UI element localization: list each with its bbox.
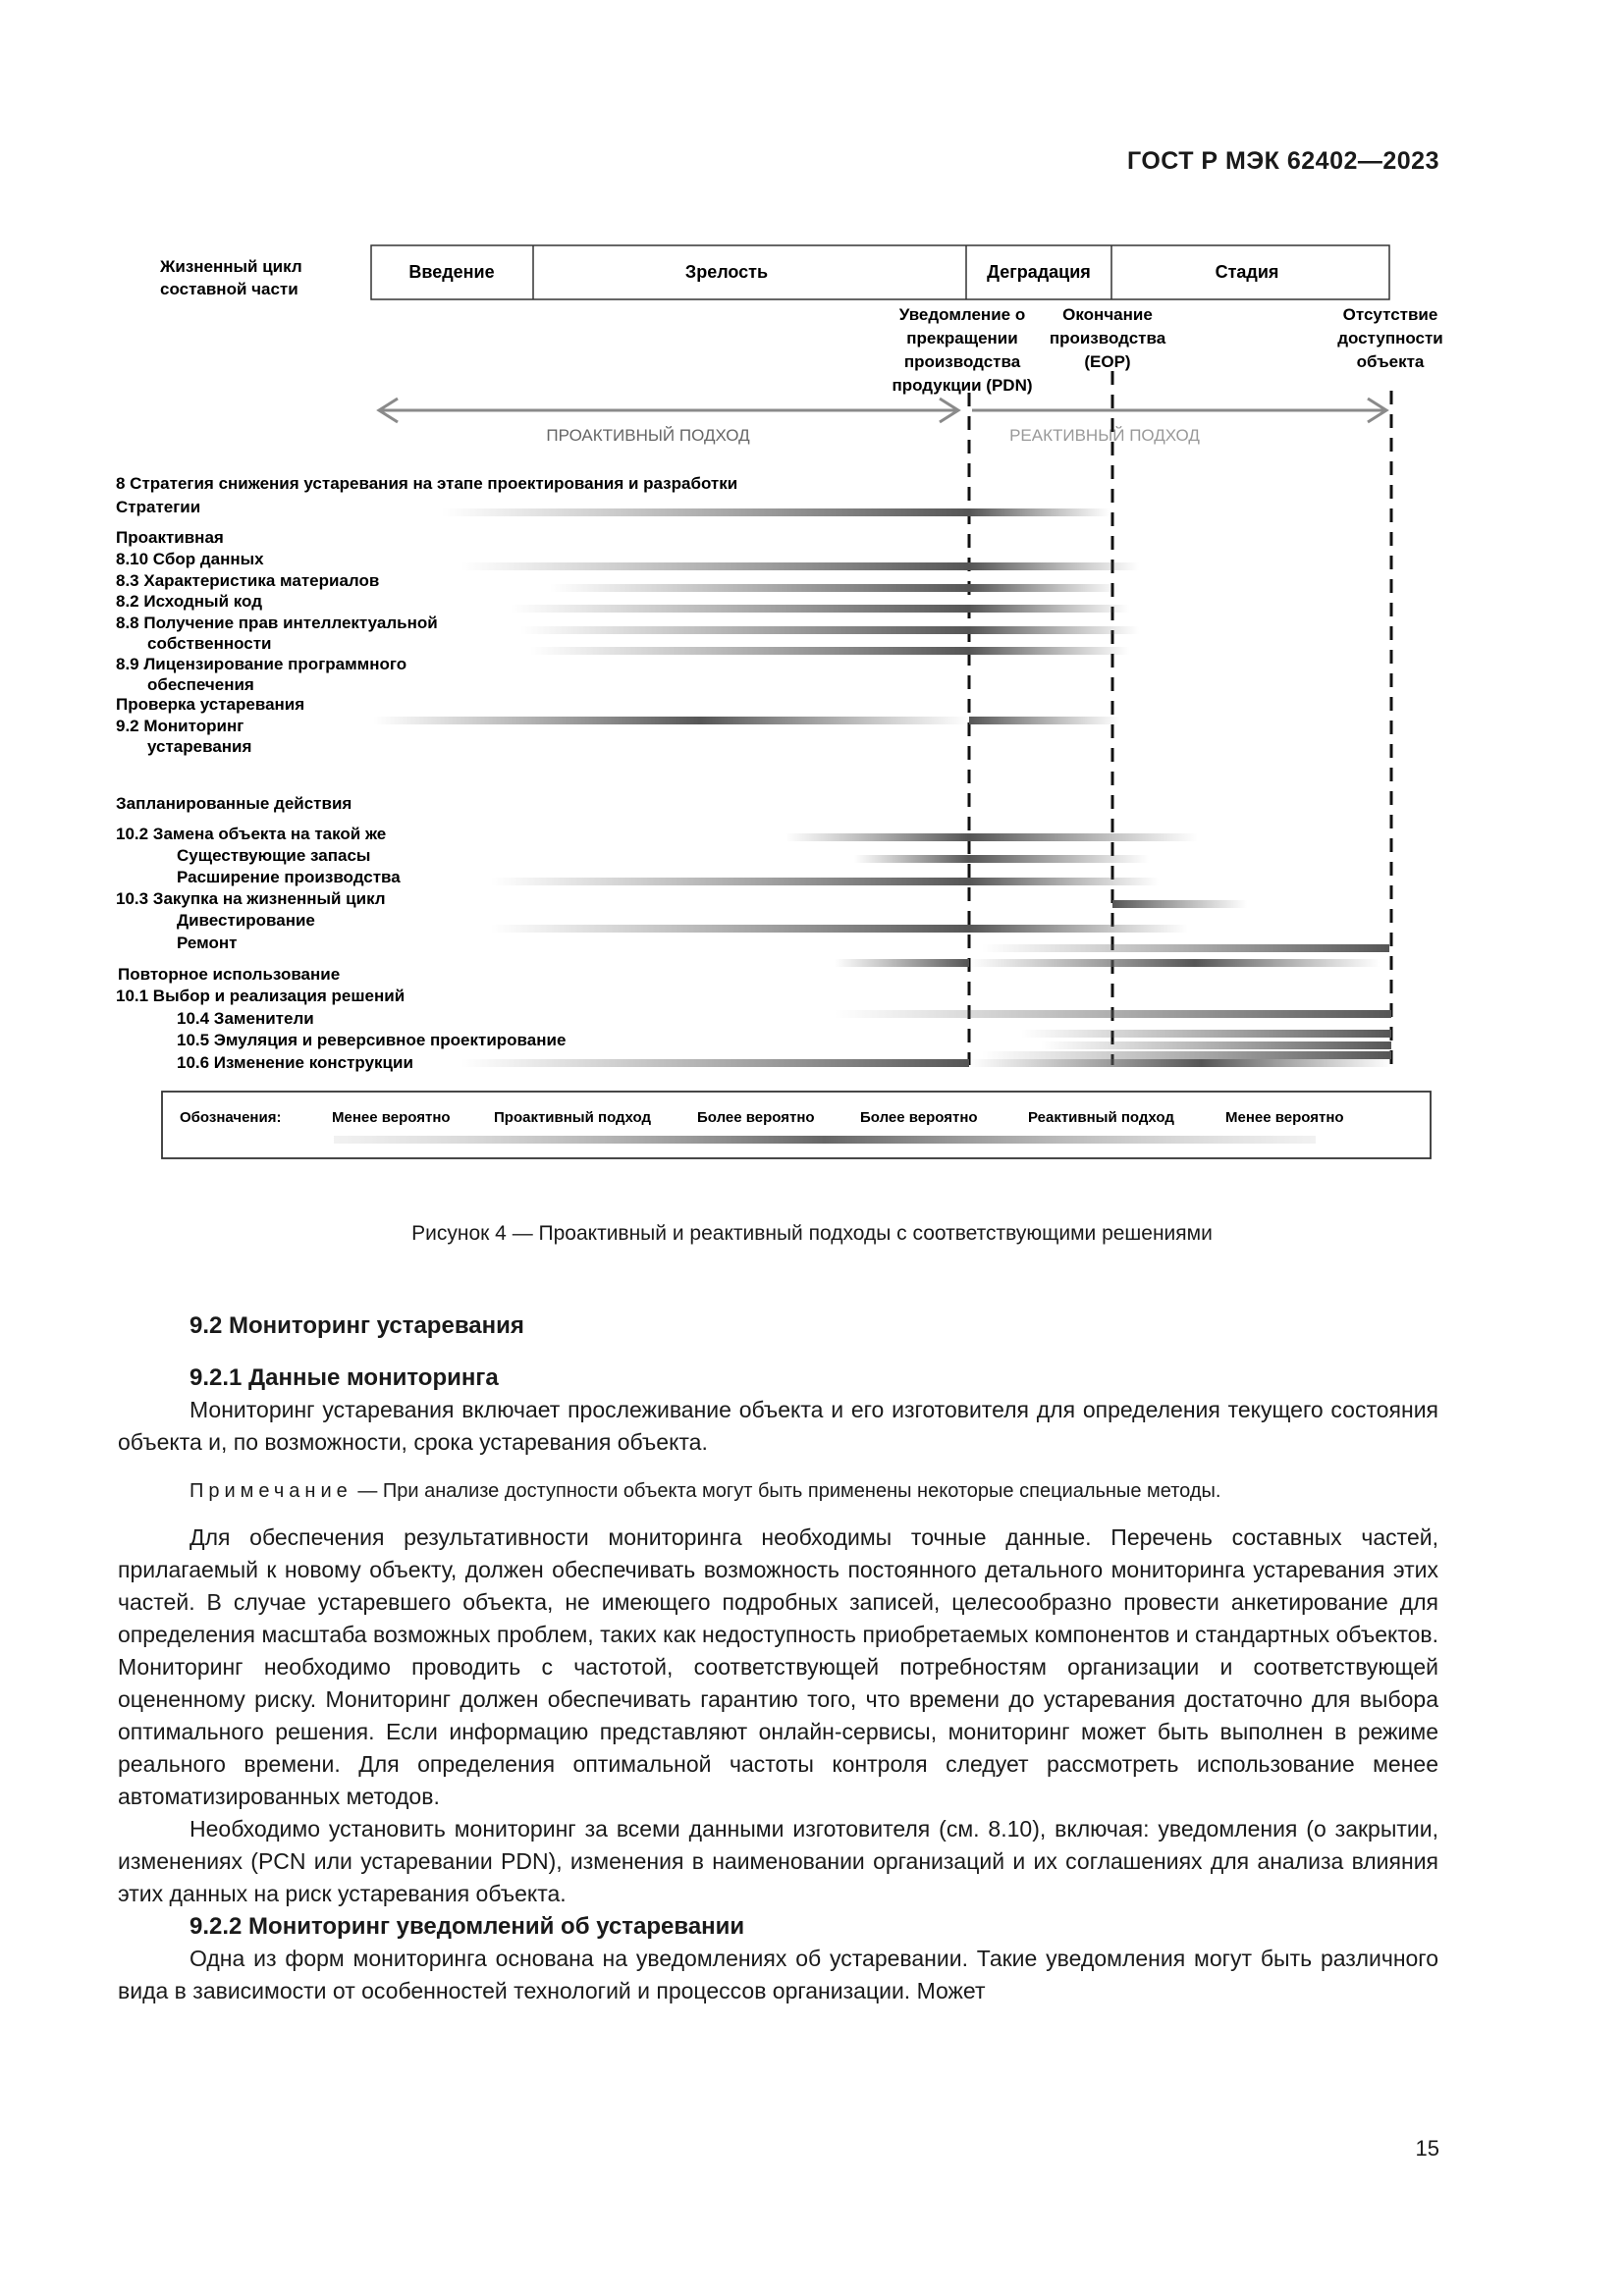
- row-label-18: Дивестирование: [177, 911, 315, 930]
- row-label-1: Стратегии: [116, 498, 201, 516]
- row-label-22: 10.4 Заменители: [177, 1009, 314, 1028]
- row-label-8: 8.9 Лицензирование программного: [116, 655, 407, 673]
- bar-31: [969, 1059, 1391, 1067]
- proactive-label: ПРОАКТИВНЫЙ ПОДХОД: [546, 426, 750, 445]
- bar-4: [550, 584, 969, 592]
- solution-bars: [373, 508, 1391, 1067]
- row-label-24: 10.6 Изменение конструкции: [177, 1053, 413, 1072]
- row-label-5: 8.2 Исходный код: [116, 592, 262, 611]
- bar-27: [1021, 1030, 1391, 1038]
- bar-11: [969, 647, 1129, 655]
- legend-proactive: Проактивный подход: [494, 1109, 652, 1126]
- milestone-eop-3: (EOP): [1084, 352, 1131, 371]
- bar-5: [969, 584, 1119, 592]
- bar-22: [969, 925, 1188, 933]
- row-label-15: Существующие запасы: [177, 846, 371, 865]
- bar-1: [969, 508, 1110, 516]
- row-label-11: 9.2 Мониторинг: [116, 717, 244, 735]
- milestone-pdn-1: Уведомление о: [898, 305, 1026, 324]
- milestone-eop-1: Окончание: [1062, 305, 1153, 324]
- legend: [162, 1092, 1431, 1158]
- row-label-19: Ремонт: [177, 934, 238, 952]
- row-label-23: 10.5 Эмуляция и реверсивное проектирование: [177, 1031, 567, 1049]
- stage-final: Стадия: [1215, 262, 1279, 282]
- note-paragraph: [118, 1476, 1438, 1506]
- row-label-7: собственности: [147, 634, 272, 653]
- row-label-4: 8.3 Характеристика материалов: [116, 571, 380, 590]
- figure-caption: Рисунок 4 — Проактивный и реактивный подходы с соответствующими решениями: [411, 1222, 1213, 1245]
- approach-arrows: [379, 399, 1386, 422]
- row-label-6: 8.8 Получение прав интеллектуальной: [116, 614, 438, 632]
- milestone-pdn-3: производства: [903, 352, 1021, 371]
- row-label-10: Проверка устаревания: [116, 695, 305, 714]
- row-label-3: 8.10 Сбор данных: [116, 550, 264, 568]
- bar-2: [461, 562, 969, 570]
- stage-intro: Введение: [408, 262, 495, 282]
- document-header: ГОСТ Р МЭК 62402—2023: [1126, 147, 1439, 175]
- page-number: 15: [1415, 2136, 1439, 2161]
- bar-8: [520, 626, 969, 634]
- paragraph-2: Для обеспечения результативности мониторинга необходимы точные данные. Перечень составных частей, прилагаемый к новому объекту, должен обеспечивать возможность постоянного детального мониторинга устаревания этих частей. В случае устаревшего объекта, не имеющего подробных записей, целесообразно провести анкетирование для определения масштаба возможных проблем, таких как недоступность приобретаемых компонентов и стандартных объектов. Мониторинг необходимо проводить с частотой, соответствующей потребностям организации и соответствующей оцененному риску. Мониторинг должен обеспечивать гарантию того, что времени до устаревания достаточно для выбора оптимального решения. Если информацию представляют онлайн-сервисы, мониторинг может быть выполнен в режиме реального времени. Для определения оптимальной частоты контроля следует рассмотреть использование менее автоматизированных методов.: [118, 1524, 1438, 1809]
- section-heading: 9.2 Мониторинг устаревания: [189, 1312, 524, 1339]
- row-label-13: Запланированные действия: [116, 794, 352, 813]
- legend-less-1: Менее вероятно: [332, 1109, 451, 1126]
- row-label-0: 8 Стратегия снижения устаревания на этапе проектирования и разработки: [116, 474, 738, 493]
- stage-maturity: Зрелость: [684, 262, 769, 282]
- bar-28: [1041, 1041, 1391, 1049]
- bar-20: [1112, 900, 1247, 908]
- bar-23: [982, 944, 1389, 952]
- legend-less-2: Менее вероятно: [1225, 1109, 1344, 1126]
- row-label-12: устаревания: [147, 737, 252, 756]
- bar-19: [969, 878, 1159, 885]
- bar-30: [461, 1059, 969, 1067]
- legend-title: Обозначения:: [180, 1109, 282, 1126]
- stage-degradation: Деградация: [987, 262, 1091, 282]
- bar-6: [511, 605, 969, 613]
- milestone-na-3: объекта: [1356, 352, 1425, 371]
- bar-18: [491, 878, 969, 885]
- body-block-1: [118, 1394, 1438, 2007]
- bar-26: [835, 1010, 1391, 1018]
- bar-14: [785, 833, 969, 841]
- note-label: Примечание: [189, 1480, 352, 1502]
- row-label-17: 10.3 Закупка на жизненный цикл: [116, 889, 386, 908]
- paragraph-3: Необходимо установить мониторинг за всеми данными изготовителя (см. 8.10), включая: уведомления (о закрытии, изменениях (PCN или устаревании PDN), изменения в наименовании организаций и их соглашениях для анализа влияния этих данных на риск устаревания объекта.: [118, 1816, 1438, 1906]
- bar-24: [835, 959, 969, 967]
- row-label-16: Расширение производства: [177, 868, 401, 886]
- row-label-2: Проактивная: [116, 528, 224, 547]
- bar-12: [373, 717, 969, 724]
- bar-0: [442, 508, 969, 516]
- note-text: — При анализе доступности объекта могут быть применены некоторые специальные методы.: [352, 1480, 1221, 1502]
- row-label-9: обеспечения: [147, 675, 254, 694]
- milestone-pdn-4: продукции (PDN): [892, 376, 1033, 395]
- bar-13: [969, 717, 1119, 724]
- bar-3: [969, 562, 1139, 570]
- lifecycle-label-2: составной части: [160, 280, 298, 298]
- bar-25: [969, 959, 1380, 967]
- row-label-21: 10.1 Выбор и реализация решений: [116, 987, 406, 1005]
- milestone-eop-2: производства: [1049, 329, 1166, 347]
- lifecycle-label-1: Жизненный цикл: [160, 257, 302, 276]
- bar-21: [491, 925, 969, 933]
- bar-10: [530, 647, 969, 655]
- subsection-heading-1: 9.2.1 Данные мониторинга: [189, 1364, 499, 1391]
- bar-9: [969, 626, 1139, 634]
- milestone-na-2: доступности: [1337, 329, 1443, 347]
- legend-more-1: Более вероятно: [697, 1109, 815, 1126]
- milestone-na-1: Отсутствие: [1342, 305, 1438, 324]
- milestone-pdn-2: прекращении: [906, 329, 1018, 347]
- bar-15: [969, 833, 1198, 841]
- legend-more-2: Более вероятно: [860, 1109, 978, 1126]
- legend-reactive: Реактивный подход: [1028, 1109, 1174, 1126]
- bar-29: [982, 1051, 1391, 1059]
- paragraph-4: Одна из форм мониторинга основана на уведомлениях об устаревании. Такие уведомления могут быть различного вида в зависимости от особенностей технологий и процессов организации. Может: [118, 1946, 1438, 2003]
- row-label-20: Повторное использование: [118, 965, 341, 984]
- row-label-14: 10.2 Замена объекта на такой же: [116, 825, 387, 843]
- subsection-heading-2: 9.2.2 Мониторинг уведомлений об устаревании: [189, 1913, 745, 1940]
- bar-7: [969, 605, 1129, 613]
- bar-16: [854, 855, 969, 863]
- bar-17: [969, 855, 1149, 863]
- paragraph-1: Мониторинг устаревания включает прослеживание объекта и его изготовителя для определения текущего состояния объекта и, по возможности, срока устаревания объекта.: [118, 1397, 1438, 1455]
- reactive-label: РЕАКТИВНЫЙ ПОДХОД: [1009, 426, 1200, 445]
